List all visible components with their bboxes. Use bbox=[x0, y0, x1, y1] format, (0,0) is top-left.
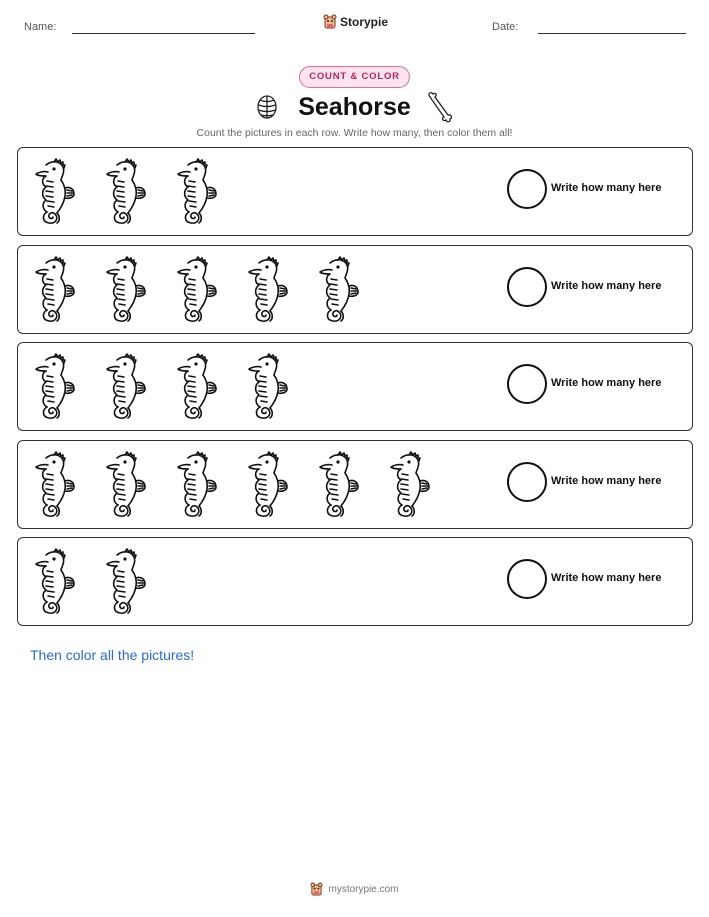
seahorse-icon bbox=[385, 449, 445, 519]
seahorse-icon bbox=[30, 156, 90, 226]
title-row bbox=[0, 90, 709, 126]
seahorse-icon bbox=[101, 546, 161, 616]
name-field[interactable] bbox=[72, 33, 255, 34]
seahorse-icon bbox=[243, 254, 303, 324]
storypie-mascot-icon bbox=[323, 14, 337, 30]
answer-label: Write how many here bbox=[551, 182, 662, 194]
answer-circle[interactable] bbox=[507, 559, 547, 599]
count-row bbox=[17, 147, 693, 236]
activity-badge: COUNT & COLOR bbox=[299, 66, 410, 88]
answer-label: Write how many here bbox=[551, 377, 662, 389]
seahorse-icon bbox=[172, 156, 232, 226]
brand-name: Storypie bbox=[340, 15, 389, 29]
picture-group bbox=[30, 546, 161, 616]
seahorse-icon bbox=[314, 449, 374, 519]
seahorse-icon bbox=[101, 449, 161, 519]
answer-label: Write how many here bbox=[551, 572, 662, 584]
seahorse-icon bbox=[30, 254, 90, 324]
seahorse-icon bbox=[172, 351, 232, 421]
answer-circle[interactable] bbox=[507, 267, 547, 307]
count-row bbox=[17, 245, 693, 334]
count-row bbox=[17, 342, 693, 431]
worksheet-header bbox=[0, 0, 709, 40]
bone-icon bbox=[424, 91, 454, 123]
answer-circle[interactable] bbox=[507, 462, 547, 502]
instructions: Count the pictures in each row. Write how many, then color them all! bbox=[196, 127, 513, 139]
answer-circle[interactable] bbox=[507, 169, 547, 209]
answer-label: Write how many here bbox=[551, 279, 662, 292]
seahorse-icon bbox=[243, 449, 303, 519]
picture-group bbox=[30, 254, 374, 324]
storypie-mascot-icon bbox=[310, 882, 323, 897]
count-row bbox=[17, 440, 693, 529]
date-field[interactable] bbox=[538, 33, 686, 34]
seahorse-icon bbox=[101, 351, 161, 421]
seahorse-icon bbox=[101, 156, 161, 226]
site-footer bbox=[0, 880, 709, 898]
seahorse-icon bbox=[172, 254, 232, 324]
footer-note: Then color all the pictures! bbox=[30, 647, 195, 663]
seahorse-icon bbox=[101, 254, 161, 324]
seahorse-icon bbox=[30, 351, 90, 421]
picture-group bbox=[30, 351, 303, 421]
seahorse-icon bbox=[30, 449, 90, 519]
page-title: Seahorse bbox=[298, 93, 411, 121]
answer-label: Write how many here bbox=[551, 474, 662, 487]
name-label: Name: bbox=[24, 21, 57, 33]
seahorse-icon bbox=[243, 351, 303, 421]
count-row bbox=[17, 537, 693, 626]
site-url: mystorypie.com bbox=[328, 883, 399, 895]
seahorse-icon bbox=[314, 254, 374, 324]
date-label: Date: bbox=[492, 21, 519, 33]
brand-logo bbox=[323, 12, 388, 32]
picture-group bbox=[30, 156, 232, 226]
seahorse-icon bbox=[172, 449, 232, 519]
seahorse-icon bbox=[30, 546, 90, 616]
picture-group bbox=[30, 449, 445, 519]
answer-circle[interactable] bbox=[507, 364, 547, 404]
